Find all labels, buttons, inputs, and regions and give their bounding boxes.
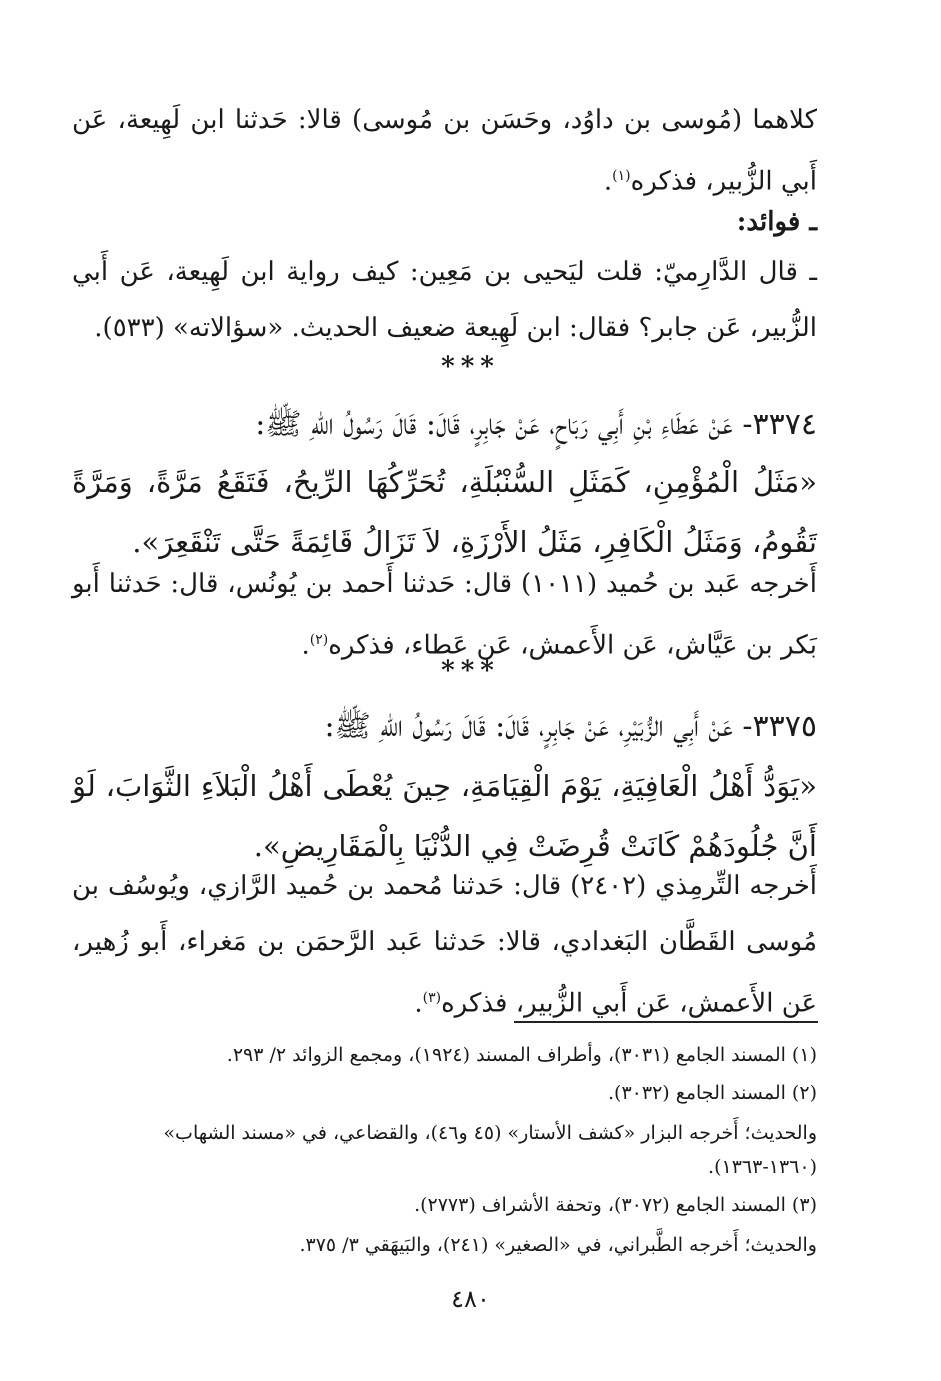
footnote-2: (٢) المسند الجامع (٣٠٣٢). (608, 1082, 817, 1104)
section-separator: *** (441, 352, 500, 382)
page-number: ٤٨٠ (451, 1285, 490, 1313)
footnote-3-note: والحديث؛ أَخرجه الطَّبراني، في «الصغير» (٢٤١)، والبَيهَقي ٣/ ٣٧٥. (299, 1234, 817, 1256)
footnote-ref-1: (١) (612, 168, 631, 184)
period: . (603, 166, 613, 197)
takhrij-3375 (72, 858, 817, 1032)
footnote-1: (١) المسند الجامع (٣٠٣١)، وأطراف المسند (١٩٢٤)، ومجمع الزوائد ٢/ ٢٩٣. (226, 1044, 817, 1066)
fawaid-text: ـ قال الدَّارِميّ: قلت ليَحيى بن مَعِين: كيف رواية ابن لَهِيعة، عَن أَبي الزُّبير، عَن جابر؟ فقال: ابن لَهِيعة ضعيف الحديث. «سؤالاته» (٥٣٣). (72, 257, 817, 343)
hadith-3374-heading: ٣٣٧٤- عَنْ عَطَاءِ بْنِ أَبِي رَبَاحٍ، عَنْ جَابِرٍ، قَالَ: قَالَ رَسُولُ اللهِ ﷺ: (255, 407, 817, 442)
hadith-3375-text: «يَوَدُّ أَهْلُ الْعَافِيَةِ، يَوْمَ الْقِيَامَةِ، حِينَ يُعْطَى أَهْلُ الْبَلاَءِ الثَّوَابَ، لَوْ أَنَّ جُلُودَهُمْ كَانَتْ قُرِضَتْ فِي الدُّنْيَا بِالْمَقَارِيضِ». (72, 769, 817, 863)
paragraph-text: كلاهما (مُوسى بن داوُد، وحَسَن بن مُوسى) قالا: حَدثنا ابن لَهِيعة، عَن أَبي الزُّبير، فذكره (72, 105, 817, 197)
takhrij-text: أَخرجه عَبد بن حُميد (١٠١١) قال: حَدثنا أَحمد بن يُونُس، قال: حَدثنا أَبو بَكر بن عَيَّاش، عَن الأَعمش، عَن عَطاء، فذكره (72, 569, 817, 661)
footnote-ref-3: (٣) (422, 990, 442, 1006)
section-separator: *** (441, 656, 500, 686)
fawaid-heading: ـ فوائد: (736, 207, 817, 237)
footnote-2-note: والحديث؛ أَخرجه البزار «كشف الأستار» (٤٥ و٤٦)، والقضاعي، في «مسند الشهاب» (١٣٦٠-١٣٦٣). (163, 1122, 817, 1178)
period: . (414, 988, 423, 1019)
hadith-3375-heading: ٣٣٧٥- عَنْ أَبِي الزُّبَيْرِ، عَنْ جَابِرٍ، قَالَ: قَالَ رَسُولُ اللهِ ﷺ: (324, 709, 817, 744)
takhrij-text: أَخرجه التِّرمِذي (٢٤٠٢) قال: حَدثنا مُحمد بن حُميد الرَّازي، ويُوسُف بن مُوسى القَطَّان البَغدادي، قالا: حَدثنا عَبد الرَّحمَن بن مَغراء، أَبو زُهير، عَن الأَعمش، عَن أَبي الزُّبير، فذكره (72, 871, 817, 1019)
footnote-divider (514, 1021, 818, 1023)
period: . (301, 630, 310, 661)
paragraph-narrators (72, 92, 817, 210)
hadith-3374-text: «مَثَلُ الْمُؤْمِنِ، كَمَثَلِ السُّنْبُلَةِ، تُحَرِّكُهَا الرِّيحُ، فَتَقَعُ مَرَّةً، وَمَرَّةً تَقُومُ، وَمَثَلُ الْكَافِرِ، مَثَلُ الأَرْزَةِ، لاَ تَزَالُ قَائِمَةً حَتَّى تَنْقَعِرَ». (72, 465, 817, 559)
footnote-3: (٣) المسند الجامع (٣٠٧٢)، وتحفة الأشراف (٢٧٧٣). (414, 1194, 817, 1216)
footnote-ref-2: (٢) (309, 632, 329, 648)
